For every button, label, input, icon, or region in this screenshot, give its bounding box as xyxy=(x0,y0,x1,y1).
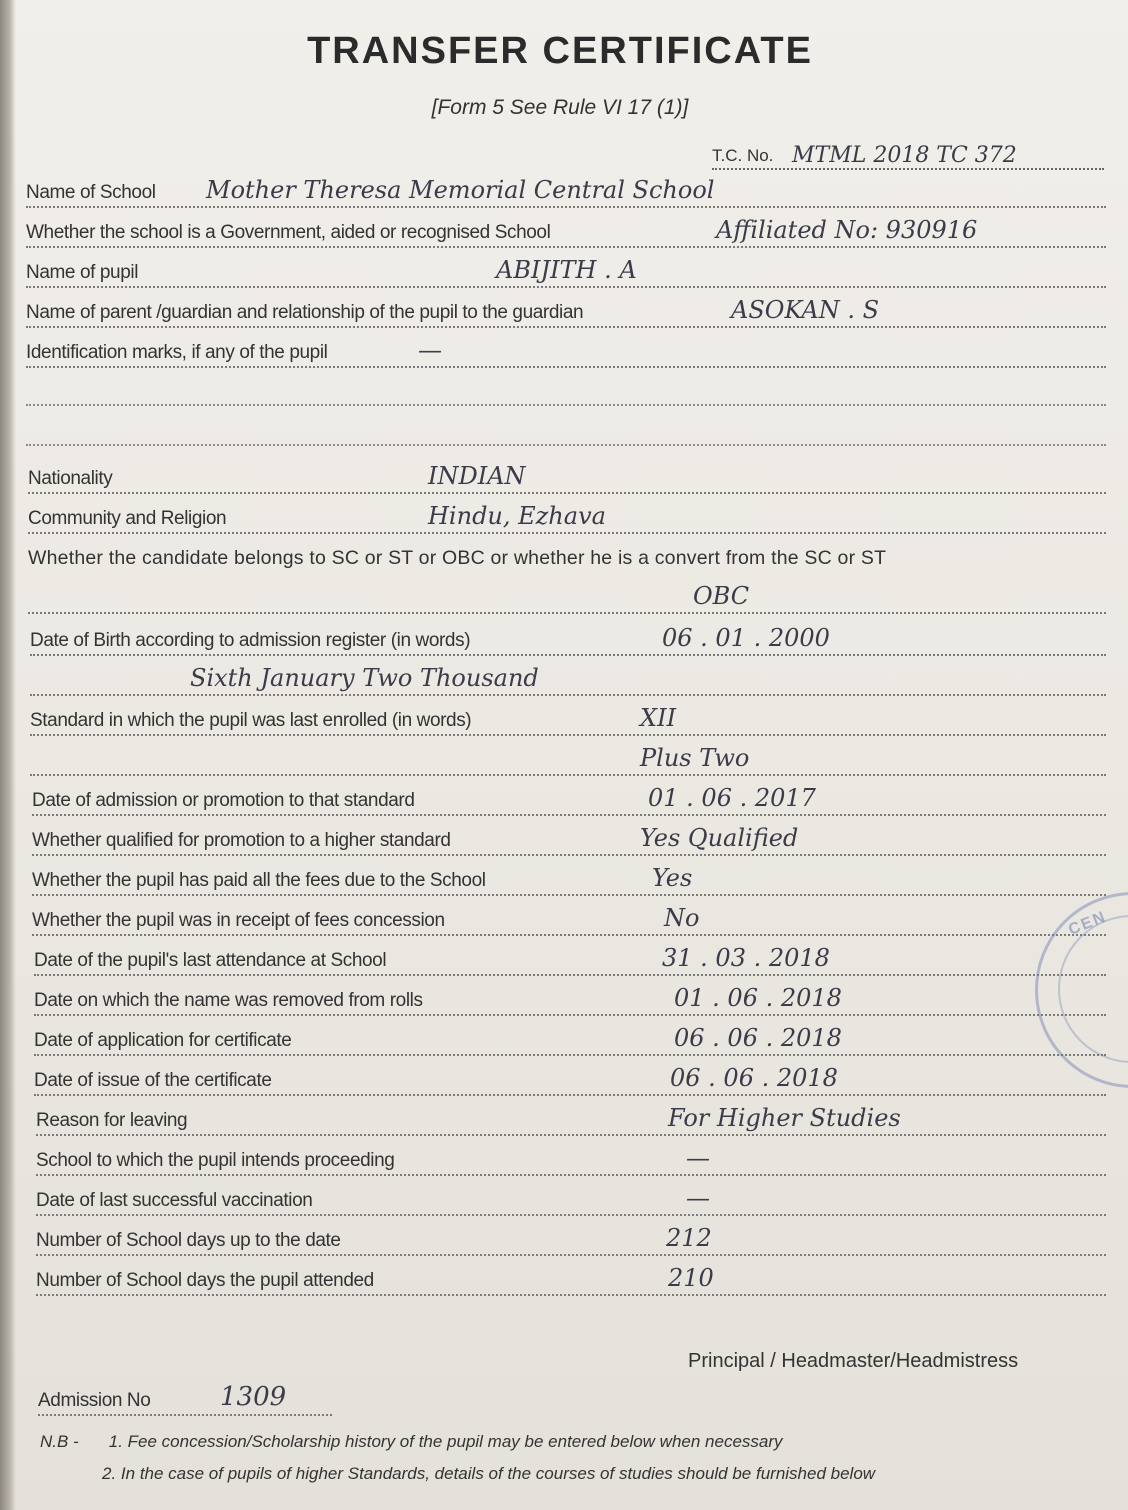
field-removed-from-rolls xyxy=(34,980,1106,1016)
tc-number-field xyxy=(712,138,1104,170)
field-value: Affiliated No: 930916 xyxy=(716,216,978,244)
field-value: 210 xyxy=(668,1264,714,1292)
field-label: Name of parent /guardian and relationship of the pupil to the guardian xyxy=(26,302,584,323)
document-title: TRANSFER CERTIFICATE xyxy=(307,30,813,72)
field-parent-guardian xyxy=(26,292,1106,328)
field-date-of-birth xyxy=(30,620,1106,656)
form-rule-reference: [Form 5 See Rule VI 17 (1)] xyxy=(431,96,689,119)
field-value: — xyxy=(686,1144,710,1172)
principal-signature-label: Principal / Headmaster/Headmistress xyxy=(688,1350,1019,1372)
field-issue-date xyxy=(34,1060,1106,1096)
field-value: Yes xyxy=(652,864,693,892)
field-value: 06 . 01 . 2000 xyxy=(662,624,830,652)
field-next-school xyxy=(36,1140,1106,1176)
field-label: Admission No xyxy=(38,1390,151,1411)
tc-number-label: T.C. No. xyxy=(712,146,774,165)
field-caste-category-value xyxy=(28,578,1106,614)
field-value: OBC xyxy=(693,582,750,610)
field-label: Date on which the name was removed from rolls xyxy=(34,990,423,1011)
field-last-standard xyxy=(30,700,1106,736)
field-value: Mother Theresa Memorial Central School xyxy=(206,176,715,204)
field-label: Number of School days up to the date xyxy=(36,1230,341,1251)
field-last-standard-words xyxy=(30,740,1106,776)
blank-line xyxy=(26,402,1106,406)
field-value: 01 . 06 . 2017 xyxy=(648,784,816,812)
field-community-religion xyxy=(28,498,1106,534)
field-label: Whether qualified for promotion to a higher standard xyxy=(32,830,451,851)
field-school-days-attended xyxy=(36,1260,1106,1296)
field-school-days-total xyxy=(36,1220,1106,1256)
nb-note-number: 2. xyxy=(102,1464,117,1483)
field-value: ASOKAN . S xyxy=(731,296,880,324)
field-label: Standard in which the pupil was last enrolled (in words) xyxy=(30,710,472,731)
field-label: Reason for leaving xyxy=(36,1110,188,1131)
field-admission-date xyxy=(32,780,1106,816)
field-value: Plus Two xyxy=(640,744,750,772)
nb-label: N.B - xyxy=(40,1432,79,1451)
field-value: ABIJITH . A xyxy=(496,256,637,284)
nb-note-number: 1. xyxy=(108,1432,123,1451)
nb-note-1 xyxy=(40,1432,783,1452)
field-label: Date of last successful vaccination xyxy=(36,1190,313,1211)
field-value: 31 . 03 . 2018 xyxy=(662,944,830,972)
nb-note-2 xyxy=(102,1464,875,1484)
field-value: — xyxy=(686,1184,710,1212)
field-label: Whether the candidate belongs to SC or ST or OBC or whether he is a convert from the SC or ST xyxy=(28,547,887,569)
field-caste-category xyxy=(28,538,1106,572)
field-value: XII xyxy=(640,704,677,732)
field-label: Date of admission or promotion to that standard xyxy=(32,790,415,811)
field-label: Date of the pupil's last attendance at School xyxy=(34,950,387,971)
blank-line xyxy=(26,442,1106,446)
field-label: Whether the pupil has paid all the fees due to the School xyxy=(32,870,486,891)
field-value: INDIAN xyxy=(428,462,526,490)
tc-number-value: MTML 2018 TC 372 xyxy=(792,143,1017,168)
field-school-type xyxy=(26,212,1106,248)
field-fees-concession xyxy=(32,900,1106,936)
field-label: Community and Religion xyxy=(28,508,227,529)
field-admission-number xyxy=(38,1380,332,1416)
nb-note-text: Fee concession/Scholarship history of the pupil may be entered below when necessary xyxy=(127,1432,783,1451)
nb-note-text: In the case of pupils of higher Standards, details of the courses of studies should be furnished below xyxy=(120,1464,876,1483)
stamp-inner-ring xyxy=(1058,915,1128,1063)
field-fees-paid xyxy=(32,860,1106,896)
field-identification-marks xyxy=(26,332,1106,368)
field-value: Yes Qualified xyxy=(640,824,799,852)
field-value: — xyxy=(418,336,442,364)
field-last-attendance xyxy=(34,940,1106,976)
field-name-of-school xyxy=(26,172,1106,208)
field-label: Number of School days the pupil attended xyxy=(36,1270,374,1291)
field-date-of-birth-words xyxy=(30,660,1106,696)
field-value: 06 . 06 . 2018 xyxy=(670,1064,838,1092)
field-vaccination-date xyxy=(36,1180,1106,1216)
field-label: Identification marks, if any of the pupil xyxy=(26,342,328,363)
field-label: Whether the pupil was in receipt of fees concession xyxy=(32,910,445,931)
field-value: For Higher Studies xyxy=(668,1104,901,1132)
field-name-of-pupil xyxy=(26,252,1106,288)
field-label: Date of application for certificate xyxy=(34,1030,292,1051)
field-label: Nationality xyxy=(28,468,113,489)
field-label: Name of School xyxy=(26,182,156,203)
field-value: No xyxy=(664,904,700,932)
field-qualified-promotion xyxy=(32,820,1106,856)
field-value: 212 xyxy=(666,1224,712,1252)
field-nationality xyxy=(28,458,1106,494)
field-label: Name of pupil xyxy=(26,262,139,283)
field-reason-for-leaving xyxy=(36,1100,1106,1136)
field-label: Date of issue of the certificate xyxy=(34,1070,272,1091)
page-edge-shadow xyxy=(0,0,16,1510)
field-label: School to which the pupil intends proceeding xyxy=(36,1150,395,1171)
field-label: Whether the school is a Government, aided or recognised School xyxy=(26,222,551,243)
stamp-text: CEN xyxy=(1066,908,1110,939)
field-value: 1309 xyxy=(220,1382,287,1412)
field-application-date xyxy=(34,1020,1106,1056)
field-value: Sixth January Two Thousand xyxy=(190,664,539,692)
field-value: 01 . 06 . 2018 xyxy=(674,984,842,1012)
field-value: Hindu, Ezhava xyxy=(428,502,606,530)
field-value: 06 . 06 . 2018 xyxy=(674,1024,842,1052)
field-label: Date of Birth according to admission register (in words) xyxy=(30,630,471,651)
